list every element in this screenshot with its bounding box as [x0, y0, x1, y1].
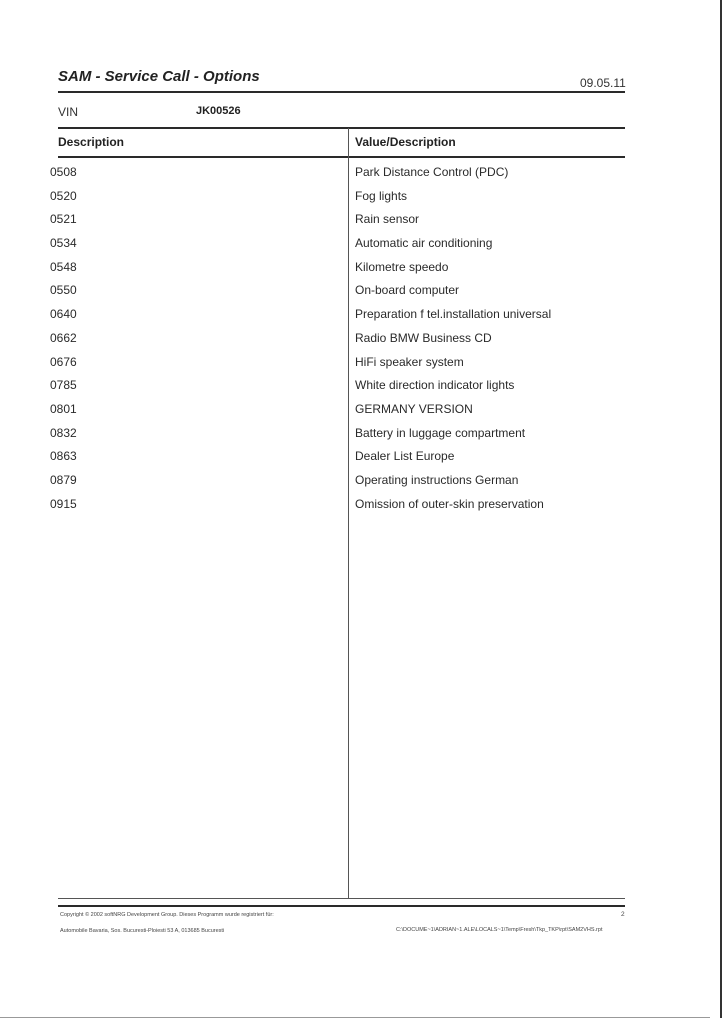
option-code: 0863 [50, 449, 77, 464]
options-table [0, 163, 726, 518]
scan-bottom-edge [0, 1017, 710, 1018]
option-code: 0550 [50, 283, 77, 298]
option-value: Rain sensor [355, 212, 420, 227]
table-row [0, 234, 726, 258]
option-value: Battery in luggage compartment [355, 425, 526, 440]
option-value: Preparation f tel.installation universal [355, 307, 552, 322]
option-code: 0521 [50, 212, 77, 227]
option-value: White direction indicator lights [355, 378, 515, 393]
option-code: 0879 [50, 472, 77, 487]
option-value: Kilometre speedo [355, 259, 449, 274]
option-value: On-board computer [355, 283, 460, 298]
title-rule [58, 91, 625, 93]
option-code: 0801 [50, 401, 77, 416]
table-row [0, 258, 726, 282]
table-row [0, 305, 726, 329]
report-date: 09.05.11 [580, 76, 626, 90]
table-row [0, 281, 726, 305]
table-row [0, 471, 726, 495]
option-value: Dealer List Europe [355, 449, 455, 464]
page-number: 2 [621, 911, 625, 918]
table-row [0, 376, 726, 400]
dealer-address: Automobile Bavaria, Sos. Bucuresti-Ploiesti 53 A, 013685 Bucuresti [60, 928, 225, 934]
vin-value: JK00526 [196, 105, 241, 117]
option-code: 0548 [50, 259, 77, 274]
option-code: 0676 [50, 354, 77, 369]
option-code: 0662 [50, 330, 77, 345]
table-bottom-rule [58, 898, 625, 899]
vin-rule [58, 127, 625, 129]
option-code: 0520 [50, 188, 77, 203]
option-code: 0785 [50, 378, 77, 393]
option-code: 0832 [50, 425, 77, 440]
option-value: Fog lights [355, 188, 408, 203]
option-value: Park Distance Control (PDC) [355, 165, 509, 179]
column-header-description: Description [58, 135, 125, 149]
option-value: Automatic air conditioning [355, 236, 493, 251]
table-row [0, 424, 726, 448]
option-value: HiFi speaker system [355, 354, 464, 369]
option-value: Operating instructions German [355, 472, 519, 487]
option-value: Radio BMW Business CD [355, 330, 492, 345]
column-header-value-description: Value/Description [355, 135, 456, 149]
report-title: SAM - Service Call - Options [58, 68, 260, 85]
table-row [0, 329, 726, 353]
copyright-text: Copyright © 2002 softNRG Development Group. Dieses Programm wurde registriert für: [60, 912, 274, 918]
table-row [0, 400, 726, 424]
scan-right-edge [720, 0, 722, 1018]
table-row [0, 187, 726, 211]
table-row [0, 447, 726, 471]
table-row [0, 495, 726, 519]
option-value: GERMANY VERSION [355, 401, 473, 416]
table-row [0, 163, 726, 187]
table-row [0, 210, 726, 234]
option-value: Omission of outer-skin preservation [355, 496, 544, 511]
option-code: 0640 [50, 307, 77, 322]
option-code: 0534 [50, 236, 77, 251]
table-row [0, 353, 726, 377]
footer-rule [58, 905, 625, 907]
header-rule [58, 156, 625, 158]
option-code: 0508 [50, 165, 77, 179]
report-file-path: C:\DOCUME~1\ADRIAN~1.ALE\LOCALS~1\Temp\Fresh\Tkp_TKP\rpt\SAM2VHS.rpt [396, 927, 603, 933]
vin-label: VIN [58, 105, 79, 119]
option-code: 0915 [50, 496, 77, 511]
